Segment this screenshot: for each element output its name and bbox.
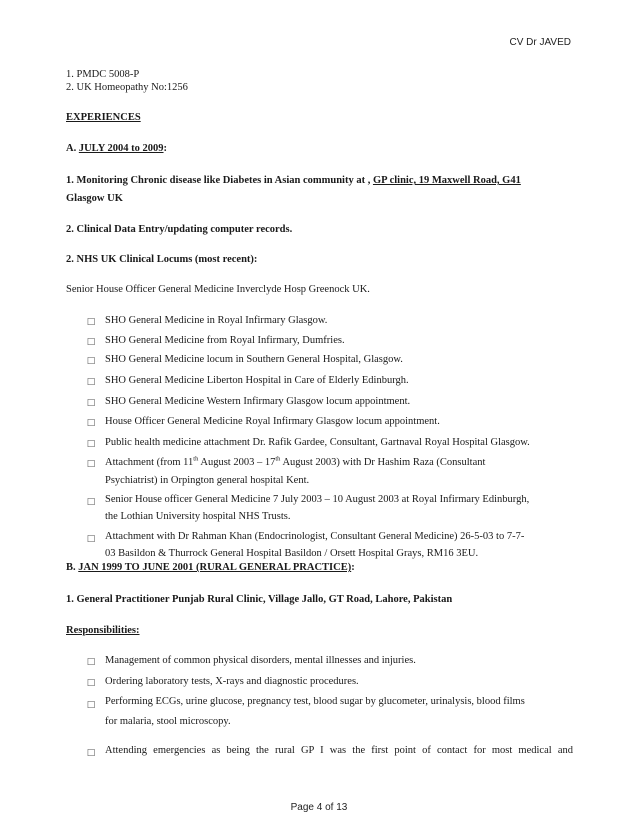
list-item: Attachment with Dr Rahman Khan (Endocrinologist, Consultant General Medicine) 26-5-03 to 7-7- [105,531,525,542]
list-item: SHO General Medicine Western Infirmary Glasgow locum appointment. [105,396,411,407]
responsibilities-heading: Responsibilities: [66,625,140,636]
locum-intro: Senior House Officer General Medicine Inverclyde Hosp Greenock UK. [66,284,370,295]
section-a-heading [66,142,167,155]
list-item-continuation: Psychiatrist) in Orpington general hospital Kent. [105,475,310,486]
list-item: SHO General Medicine locum in Southern General Hospital, Glasgow. [105,354,403,365]
registration-line: 2. UK Homeopathy No:1256 [66,82,188,93]
experience-item: 2. Clinical Data Entry/updating computer records. [66,224,293,235]
checkbox-bullet-icon [86,699,96,709]
checkbox-bullet-icon [86,336,96,346]
ordinal-suffix: th [275,455,281,463]
experiences-heading: EXPERIENCES [66,112,141,123]
list-item: Senior House officer General Medicine 7 July 2003 – 10 August 2003 at Royal Infirmary Edinburgh, [105,494,530,505]
list-item-continuation: for malaria, stool microscopy. [105,716,231,727]
page-header: CV Dr JAVED [509,37,571,48]
section-b-heading [66,561,355,574]
experience-item-text: 1. Monitoring Chronic disease like Diabetes in Asian community at , [66,175,373,186]
section-b-prefix: B. [66,562,79,573]
list-item: Ordering laboratory tests, X-rays and diagnostic procedures. [105,676,359,687]
list-item-continuation: the Lothian University hospital NHS Trusts. [105,511,291,522]
section-b-suffix: : [351,562,355,573]
ordinal-suffix: th [193,455,199,463]
checkbox-bullet-icon [86,316,96,326]
checkbox-bullet-icon [86,496,96,506]
section-a-period: JULY 2004 to 2009 [78,143,164,154]
section-a-prefix: A. [66,143,79,154]
checkbox-bullet-icon [86,656,96,666]
checkbox-bullet-icon [86,533,96,543]
list-item: Public health medicine attachment Dr. Rafik Gardee, Consultant, Gartnaval Royal Hospital Glasgow. [105,437,530,448]
list-item [105,455,485,470]
checkbox-bullet-icon [86,417,96,427]
clinic-address-link: GP clinic, 19 Maxwell Road, G41 [372,175,521,186]
attachment-text: August 2003) with Dr Hashim Raza (Consultant [280,457,486,468]
list-item: SHO General Medicine in Royal Infirmary Glasgow. [105,315,328,326]
list-item: House Officer General Medicine Royal Infirmary Glasgow locum appointment. [105,416,440,427]
attachment-text: August 2003 – 17 [198,457,276,468]
registration-line: 1. PMDC 5008-P [66,69,140,80]
experience-item-continuation: Glasgow UK [66,193,123,204]
checkbox-bullet-icon [86,376,96,386]
checkbox-bullet-icon [86,747,96,757]
checkbox-bullet-icon [86,677,96,687]
checkbox-bullet-icon [86,355,96,365]
attachment-text: Attachment (from 11 [105,457,194,468]
list-item-continuation: 03 Basildon & Thurrock General Hospital Basildon / Orsett Hospital Grays, RM16 3EU. [105,548,479,559]
list-item: SHO General Medicine Liberton Hospital in Care of Elderly Edinburgh. [105,375,409,386]
checkbox-bullet-icon [86,397,96,407]
experience-item [66,174,521,187]
experience-item: 1. General Practitioner Punjab Rural Clinic, Village Jallo, GT Road, Lahore, Pakistan [66,594,453,605]
page-footer: Page 4 of 13 [290,802,348,813]
checkbox-bullet-icon [86,438,96,448]
checkbox-bullet-icon [86,458,96,468]
list-item: Performing ECGs, urine glucose, pregnancy test, blood sugar by glucometer, urinalysis, blood films [105,696,525,707]
list-item: Management of common physical disorders, mental illnesses and injuries. [105,655,416,666]
section-b-title: JAN 1999 TO JUNE 2001 (RURAL GENERAL PRACTICE) [78,562,352,573]
section-a-suffix: : [163,143,168,154]
list-item: Attending emergencies as being the rural GP I was the first point of contact for most medical and [105,745,573,756]
experience-item: 2. NHS UK Clinical Locums (most recent): [66,254,258,265]
list-item: SHO General Medicine from Royal Infirmary, Dumfries. [105,335,345,346]
